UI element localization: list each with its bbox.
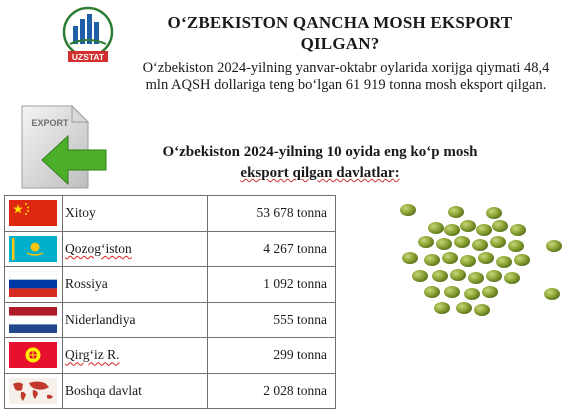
kyrgyzstan-flag-icon <box>9 342 57 368</box>
export-amount: 299 tonna <box>207 338 335 374</box>
export-label: EXPORT <box>31 118 69 128</box>
export-document-icon <box>10 100 110 195</box>
table-row <box>5 196 336 232</box>
china-flag-icon <box>9 200 57 226</box>
russia-flag-icon <box>9 271 57 297</box>
country-name: Qozog‘iston <box>64 240 132 256</box>
export-amount: 2 028 tonna <box>207 373 335 409</box>
table-row <box>5 302 336 338</box>
logo-text: UZSTAT <box>71 52 105 62</box>
world-map-icon <box>9 378 57 404</box>
country-name: Boshqa davlat <box>62 373 207 409</box>
country-name: Rossiya <box>62 267 207 303</box>
export-amount: 555 tonna <box>207 302 335 338</box>
table-subtitle <box>120 142 520 184</box>
country-name: Niderlandiya <box>62 302 207 338</box>
kazakhstan-flag-icon <box>9 236 57 262</box>
subtitle-line-1: O‘zbekiston 2024-yilning 10 oyida eng ko‘p mosh <box>162 144 478 160</box>
table-row <box>5 231 336 267</box>
table-row <box>5 373 336 409</box>
country-name: Xitoy <box>62 196 207 232</box>
export-amount: 53 678 tonna <box>207 196 335 232</box>
export-amount: 4 267 tonna <box>207 231 335 267</box>
uzstat-logo <box>58 6 118 64</box>
intro-text: O‘zbekiston 2024-yilning yanvar-oktabr oylarida xorijga qiymati 48,4 mln AQSH dollariga teng bo‘lgan 61 919 tonna mosh eksport qilgan. <box>142 60 550 93</box>
export-amount: 1 092 tonna <box>207 267 335 303</box>
country-name: Qirg‘iz R. <box>64 347 120 363</box>
mung-beans-image <box>386 186 564 326</box>
page-title: O‘ZBEKISTON QANCHA MOSH EKSPORT QILGAN? <box>167 13 513 53</box>
table-row <box>5 338 336 374</box>
export-countries-table <box>4 195 336 409</box>
subtitle-line-2: eksport qilgan davlatlar: <box>240 165 400 181</box>
table-row <box>5 267 336 303</box>
netherlands-flag-icon <box>9 307 57 333</box>
